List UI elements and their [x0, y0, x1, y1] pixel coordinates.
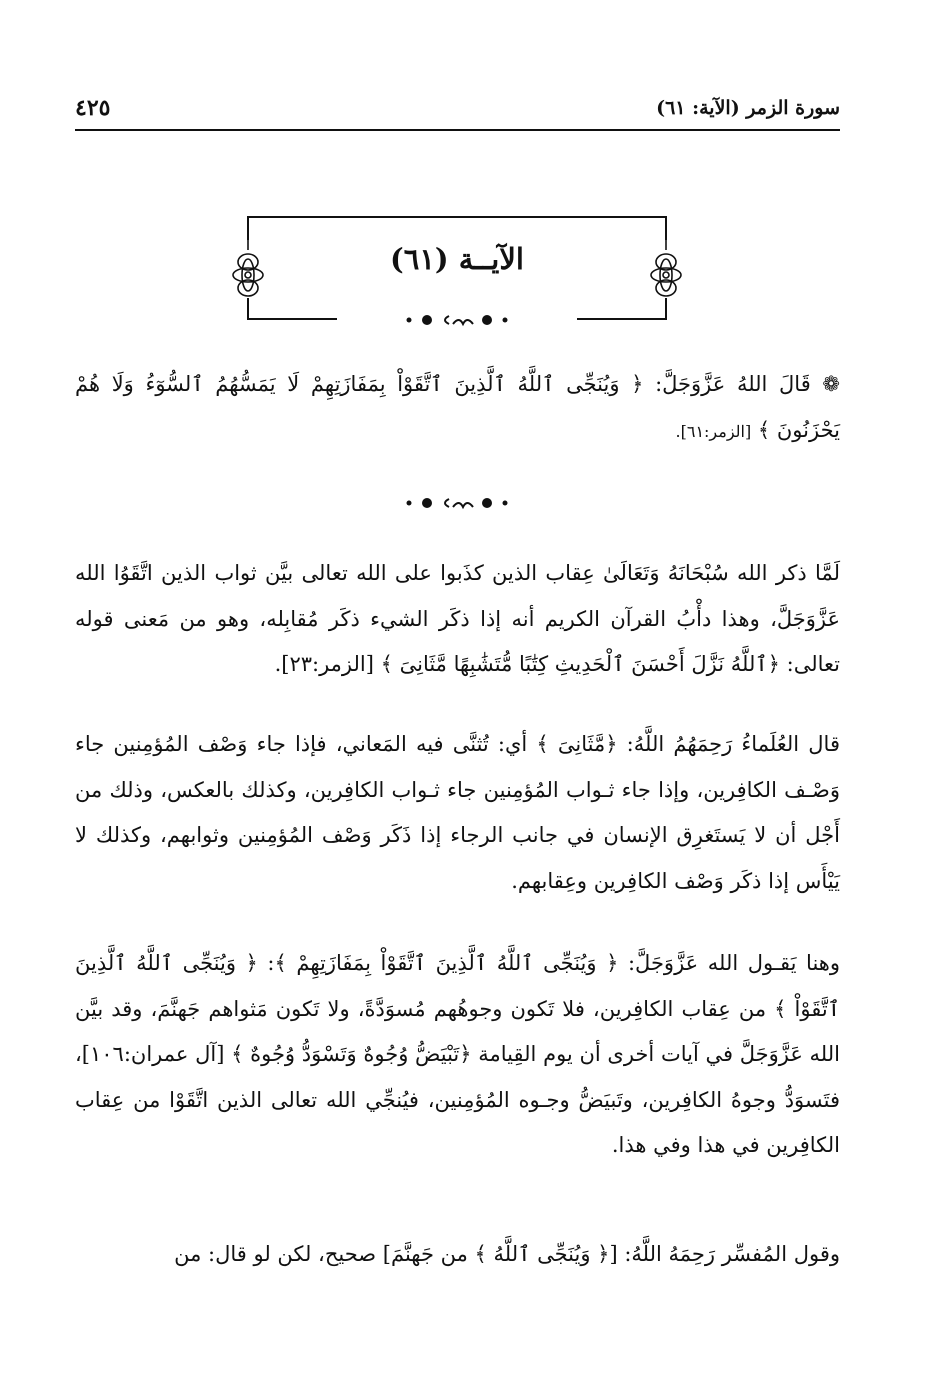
- dots-divider-icon: [397, 311, 517, 329]
- ayah-heading: الآيــة (٦١): [390, 242, 524, 276]
- paragraph: وهنا يَقـول الله عَزَّوَجَلَّ: ﴿ وَيُنَجِّى ٱللَّهُ ٱلَّذِينَ ٱتَّقَوْاْ بِمَفَازَتِهِمْ ﴾: ﴿ وَيُنَجِّى ٱللَّهُ ٱلَّذِينَ ٱتَّقَوْاْ ﴾ من عِقاب الكافِرين، فلا تَكون وجوهُهم مُسوَدَّةً، ولا تَكون مَثواهم جَهنَّمَ، وقد بيَّن الله عَزَّوَجَلَّ في آيات أخرى أن يوم القِيامة ﴿تَبْيَضُّ وُجُوهٌ وَتَسْوَدُّ وُجُوهٌ ﴾ [آل عمران:١٠٦]، فتَسوَدُّ وجوهُ الكافِرين، وتَبيَضُّ وجـوه المُؤمِنين، فيُنجِّي الله تعالى الذين اتَّقَوْا من عِقاب الكافِرين في هذا وفي هذا.: [75, 951, 840, 1157]
- ayah-heading-frame: [247, 216, 667, 322]
- paragraph: لَمَّا ذكر الله سُبْحَانَهُ وَتَعَالَىٰ عِقاب الذين كذَبوا على الله تعالى بيَّن ثواب الذين اتَّقَوُا الله عَزَّوَجَلَّ، وهذا دأْبُ القرآن الكريم أنه إذا ذكَر الشيء ذكَر مُقابِله، وهو من مَعنى قوله تعالى: ﴿ٱللَّهُ نَزَّلَ أَحْسَنَ ٱلْحَدِيثِ كِتَٰبًا مُّتَشَٰبِهًا مَّثَانِىَ ﴾ [الزمر:٢٣].: [75, 561, 840, 676]
- verse-reference: [الزمر:٦١].: [675, 421, 752, 441]
- dots-divider-icon: [397, 494, 517, 512]
- frame-top-rule: [247, 216, 667, 218]
- commentary-paragraph-1: [75, 551, 840, 688]
- surah-title: سورة الزمر (الآية: ٦١): [656, 97, 840, 119]
- frame-bottom-rule-right: [577, 318, 667, 320]
- page-number: ٤٢٥: [75, 95, 111, 121]
- frame-bottom-rule-left: [247, 318, 337, 320]
- running-head: [75, 95, 840, 131]
- commentary-paragraph-2: [75, 722, 840, 904]
- commentary-paragraph-3: [75, 941, 840, 1169]
- frame-right-top-tick: [665, 216, 667, 240]
- frame-left-top-tick: [247, 216, 249, 240]
- paragraph: وقول المُفسِّر رَحِمَهُ اللَّهُ: [﴿ وَيُنَجِّى ٱللَّهُ ﴾ من جَهنَّمَ] صحيح، لكن لو قال: من: [174, 1242, 840, 1266]
- paragraph: قال العُلَماءُ رَحِمَهُمُ اللَّهُ: ﴿مَّثَانِىَ ﴾ أي: تُثنَّى فيه المَعاني، فإذا جاء وَصْف المُؤمِنين جاء وَصْـف الكافِرين، وإذا جاء ثـواب المُؤمِنين جاء ثـواب الكافِرين، وكذلك بالعكس، وذلك من أَجْل أن لا يَستَغرِق الإنسان في جانب الرجاء إذا ذَكَر وَصْف المُؤمِنين وثوابهم، وكذلك لا يَيْأَس إذا ذكَر وَصْف الكافِرين وعِقابهم.: [75, 732, 840, 893]
- commentary-paragraph-4: [75, 1232, 840, 1278]
- verse-block: [75, 362, 840, 454]
- verse-text: ﴿ وَيُنَجِّى ٱللَّهُ ٱلَّذِينَ ٱتَّقَوْاْ بِمَفَازَتِهِمْ لَا يَمَسُّهُمُ ٱلسُّوٓءُ وَلَا هُمْ يَحْزَنُونَ ﴾: [75, 372, 840, 442]
- verse-intro: قَالَ اللهُ عَزَّوَجَلَّ:: [655, 372, 811, 396]
- flower-icon: ❁: [810, 372, 840, 396]
